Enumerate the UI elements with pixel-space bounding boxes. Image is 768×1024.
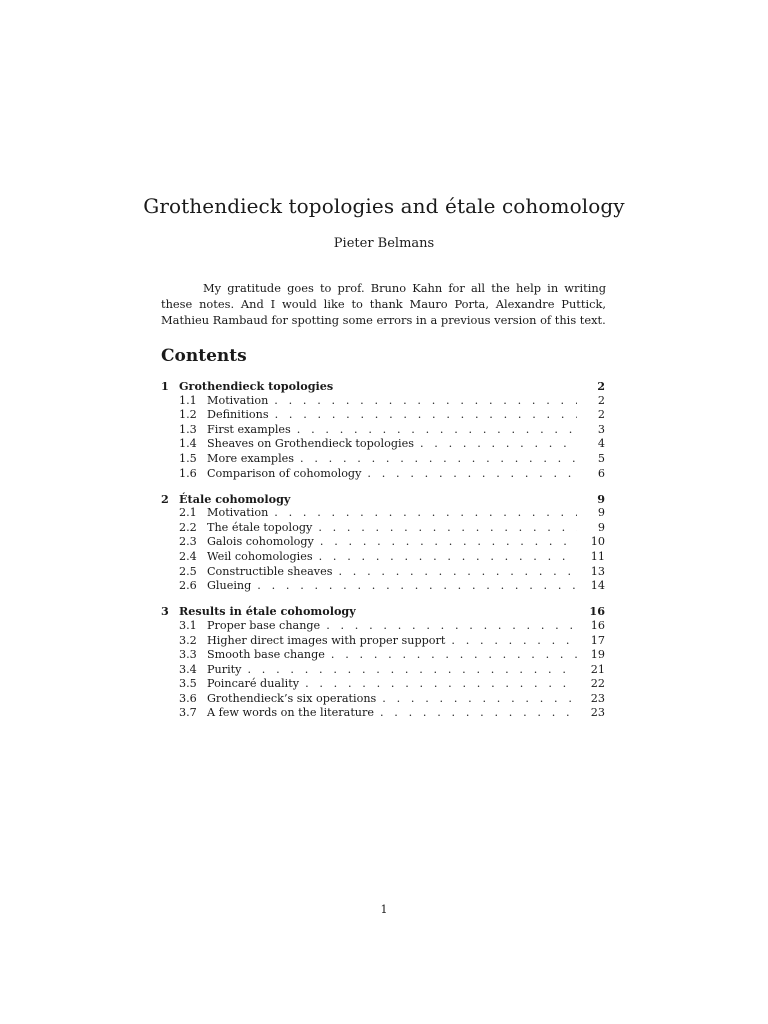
toc-leader-dots bbox=[319, 550, 577, 565]
toc-leader-dots bbox=[338, 565, 577, 580]
toc-subsection-page: 2 bbox=[597, 393, 605, 407]
toc-leader-dots bbox=[297, 423, 577, 438]
page-number: 1 bbox=[380, 903, 388, 916]
toc-section-page: 16 bbox=[589, 604, 605, 619]
toc-subsection-entry[interactable] bbox=[161, 521, 605, 536]
toc-subsection-entry[interactable] bbox=[161, 467, 605, 482]
toc-subsection-title: Weil cohomologies bbox=[207, 550, 313, 564]
toc-subsection-page: 17 bbox=[590, 633, 605, 647]
toc-subsection-entry[interactable] bbox=[161, 706, 605, 721]
toc-leader-dots bbox=[274, 394, 577, 409]
toc-subsection-title: Grothendieck’s six operations bbox=[207, 691, 377, 705]
toc-subsection-entry[interactable] bbox=[161, 663, 605, 678]
toc-subsection-entry[interactable] bbox=[161, 565, 605, 580]
toc-leader-dots bbox=[300, 452, 577, 467]
toc-subsection-entry[interactable] bbox=[161, 452, 605, 467]
acknowledgement-text: My gratitude goes to prof. Bruno Kahn for all the help in writing these notes. And I would like to thank Mauro Porta, Alexandre Puttick, Mathieu Rambaud for spotting some errors in a previous version of this text. bbox=[161, 281, 606, 328]
toc-subsection-page: 3 bbox=[597, 422, 605, 436]
toc-subsection-number: 3.7 bbox=[179, 706, 197, 720]
toc-subsection-number: 3.2 bbox=[179, 633, 197, 647]
toc-section-entry[interactable] bbox=[161, 492, 605, 507]
toc-leader-dots bbox=[382, 692, 577, 707]
toc-subsection-title: Proper base change bbox=[207, 618, 321, 632]
toc-section-number: 3 bbox=[161, 604, 169, 619]
toc-subsection-title: Motivation bbox=[207, 506, 269, 520]
toc-subsection-title: Purity bbox=[207, 662, 242, 676]
toc-subsection-page: 13 bbox=[590, 564, 605, 578]
toc-subsection-entry[interactable] bbox=[161, 550, 605, 565]
toc-subsection-page: 10 bbox=[590, 535, 605, 549]
toc-subsection-page: 6 bbox=[597, 466, 605, 480]
table-of-contents bbox=[161, 379, 605, 732]
toc-subsection-number: 3.4 bbox=[179, 662, 197, 676]
toc-leader-dots bbox=[380, 706, 577, 721]
toc-leader-dots bbox=[257, 579, 577, 594]
toc-section-entry[interactable] bbox=[161, 379, 605, 394]
toc-subsection-number: 3.3 bbox=[179, 648, 197, 662]
toc-section bbox=[161, 379, 605, 481]
toc-subsection-title: More examples bbox=[207, 451, 295, 465]
toc-subsection-title: Smooth base change bbox=[207, 648, 325, 662]
toc-subsection-number: 2.5 bbox=[179, 564, 197, 578]
toc-subsection-title: Motivation bbox=[207, 393, 269, 407]
toc-subsection-entry[interactable] bbox=[161, 579, 605, 594]
toc-leader-dots bbox=[451, 634, 577, 649]
toc-section-title: Étale cohomology bbox=[179, 491, 291, 506]
toc-subsection-entry[interactable] bbox=[161, 408, 605, 423]
toc-subsection-entry[interactable] bbox=[161, 677, 605, 692]
toc-section-number: 2 bbox=[161, 491, 169, 506]
toc-subsection-number: 3.5 bbox=[179, 677, 197, 691]
toc-subsection-page: 19 bbox=[590, 648, 605, 662]
toc-section-title: Results in étale cohomology bbox=[179, 604, 356, 619]
toc-subsection-title: Glueing bbox=[207, 579, 252, 593]
toc-subsection-title: A few words on the literature bbox=[207, 706, 374, 720]
toc-subsection-entry[interactable] bbox=[161, 394, 605, 409]
toc-leader-dots bbox=[305, 677, 577, 692]
toc-subsection-number: 2.2 bbox=[179, 520, 197, 534]
toc-subsection-page: 16 bbox=[590, 618, 605, 632]
toc-subsection-entry[interactable] bbox=[161, 692, 605, 707]
toc-subsection-title: Comparison of cohomology bbox=[207, 466, 362, 480]
toc-subsection-number: 1.4 bbox=[179, 437, 197, 451]
toc-section bbox=[161, 604, 605, 721]
toc-subsection-number: 1.2 bbox=[179, 408, 197, 422]
toc-subsection-entry[interactable] bbox=[161, 648, 605, 663]
toc-section-page: 9 bbox=[597, 491, 605, 506]
toc-subsection-title: Definitions bbox=[207, 408, 269, 422]
toc-leader-dots bbox=[367, 467, 577, 482]
toc-subsection-number: 2.3 bbox=[179, 535, 197, 549]
toc-subsection-page: 5 bbox=[597, 451, 605, 465]
toc-subsection-title: First examples bbox=[207, 422, 291, 436]
toc-leader-dots bbox=[247, 663, 577, 678]
toc-subsection-entry[interactable] bbox=[161, 437, 605, 452]
acknowledgement bbox=[161, 280, 606, 329]
toc-subsection-number: 1.6 bbox=[179, 466, 197, 480]
contents-heading: Contents bbox=[161, 346, 247, 366]
toc-subsection-page: 21 bbox=[590, 662, 605, 676]
toc-subsection-title: Poincaré duality bbox=[207, 677, 300, 691]
toc-subsection-page: 2 bbox=[597, 408, 605, 422]
toc-subsection-entry[interactable] bbox=[161, 506, 605, 521]
toc-subsection-entry[interactable] bbox=[161, 634, 605, 649]
toc-section-number: 1 bbox=[161, 379, 169, 393]
author-name: Pieter Belmans bbox=[333, 236, 435, 251]
toc-subsection-number: 1.3 bbox=[179, 422, 197, 436]
toc-subsection-page: 23 bbox=[590, 691, 605, 705]
toc-subsection-page: 22 bbox=[590, 677, 605, 691]
toc-leader-dots bbox=[320, 535, 577, 550]
toc-subsection-number: 3.1 bbox=[179, 618, 197, 632]
toc-subsection-page: 9 bbox=[597, 506, 605, 520]
toc-section-page: 2 bbox=[597, 379, 605, 393]
document-title: Grothendieck topologies and étale cohomology bbox=[143, 194, 625, 218]
toc-subsection-number: 3.6 bbox=[179, 691, 197, 705]
toc-section-entry[interactable] bbox=[161, 604, 605, 619]
toc-subsection-entry[interactable] bbox=[161, 423, 605, 438]
toc-leader-dots bbox=[274, 506, 577, 521]
toc-subsection-page: 14 bbox=[590, 579, 605, 593]
toc-subsection-number: 1.1 bbox=[179, 393, 197, 407]
toc-subsection-title: Constructible sheaves bbox=[207, 564, 333, 578]
toc-subsection-entry[interactable] bbox=[161, 535, 605, 550]
toc-subsection-title: Sheaves on Grothendieck topologies bbox=[207, 437, 414, 451]
toc-subsection-page: 9 bbox=[597, 520, 605, 534]
toc-leader-dots bbox=[420, 437, 577, 452]
toc-leader-dots bbox=[318, 521, 577, 536]
toc-section-title: Grothendieck topologies bbox=[179, 379, 334, 393]
toc-leader-dots bbox=[331, 648, 577, 663]
toc-subsection-number: 1.5 bbox=[179, 451, 197, 465]
toc-subsection-page: 11 bbox=[590, 550, 605, 564]
toc-leader-dots bbox=[326, 619, 577, 634]
toc-subsection-page: 4 bbox=[597, 437, 605, 451]
toc-subsection-title: Galois cohomology bbox=[207, 535, 314, 549]
toc-subsection-title: Higher direct images with proper support bbox=[207, 633, 446, 647]
toc-subsection-title: The étale topology bbox=[207, 520, 313, 534]
toc-leader-dots bbox=[275, 408, 577, 423]
toc-subsection-number: 2.4 bbox=[179, 550, 197, 564]
toc-subsection-number: 2.6 bbox=[179, 579, 197, 593]
toc-subsection-number: 2.1 bbox=[179, 506, 197, 520]
toc-subsection-page: 23 bbox=[590, 706, 605, 720]
toc-subsection-entry[interactable] bbox=[161, 619, 605, 634]
toc-section bbox=[161, 492, 605, 594]
